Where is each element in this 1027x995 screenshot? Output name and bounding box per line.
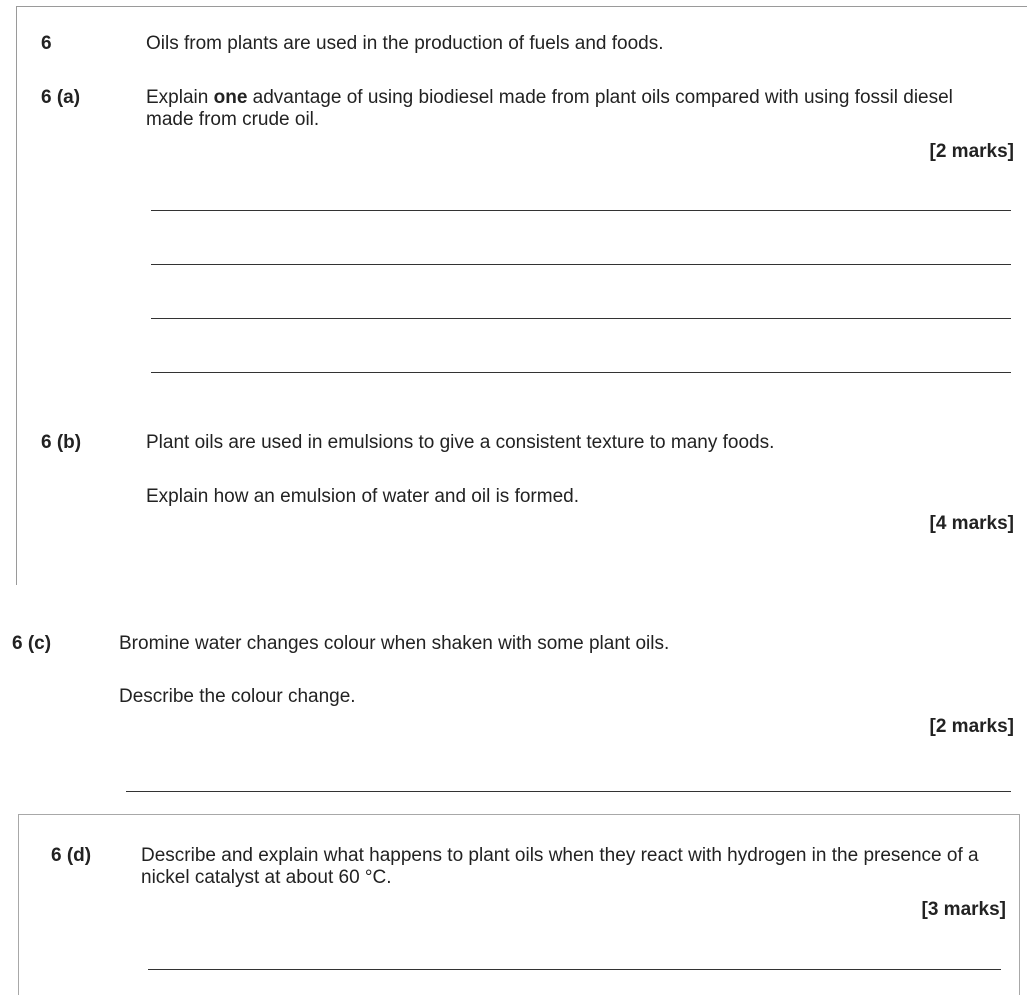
question-6c-text: Bromine water changes colour when shaken with some plant oils. <box>119 633 670 654</box>
question-6a-text <box>146 87 996 131</box>
answer-line[interactable] <box>151 372 1011 373</box>
answer-line[interactable] <box>126 791 1011 792</box>
question-6b-instruction: Explain how an emulsion of water and oil is formed. <box>146 486 580 507</box>
question-6-number: 6 <box>41 33 52 54</box>
question-6d-text: Describe and explain what happens to plant oils when they react with hydrogen in the presence of a nickel catalyst at about 60 °C. <box>141 845 979 888</box>
question-6b-text: Plant oils are used in emulsions to give a consistent texture to many foods. <box>146 432 775 453</box>
question-6a-text-emphasis: one <box>213 87 248 108</box>
question-6c-instruction: Describe the colour change. <box>119 686 356 707</box>
question-6a-text-end: advantage of using biodiesel made from plant oils compared with using fossil diesel made from crude oil. <box>146 87 953 130</box>
question-6d-number: 6 (d) <box>51 845 92 866</box>
page-frame-bottom <box>18 814 1020 995</box>
question-6c-number: 6 (c) <box>12 633 52 654</box>
question-6d-marks: [3 marks] <box>921 899 1006 920</box>
question-6b-number: 6 (b) <box>41 432 82 453</box>
answer-line[interactable] <box>151 210 1011 211</box>
answer-line[interactable] <box>148 969 1001 970</box>
question-6a-marks: [2 marks] <box>929 141 1014 162</box>
answer-line[interactable] <box>151 264 1011 265</box>
question-6a-text-start: Explain <box>146 87 214 108</box>
question-6a-number: 6 (a) <box>41 87 81 108</box>
question-6-stem: Oils from plants are used in the production of fuels and foods. <box>146 33 664 54</box>
answer-line[interactable] <box>151 318 1011 319</box>
question-6b-marks: [4 marks] <box>929 513 1014 534</box>
question-6c-marks: [2 marks] <box>929 716 1014 737</box>
